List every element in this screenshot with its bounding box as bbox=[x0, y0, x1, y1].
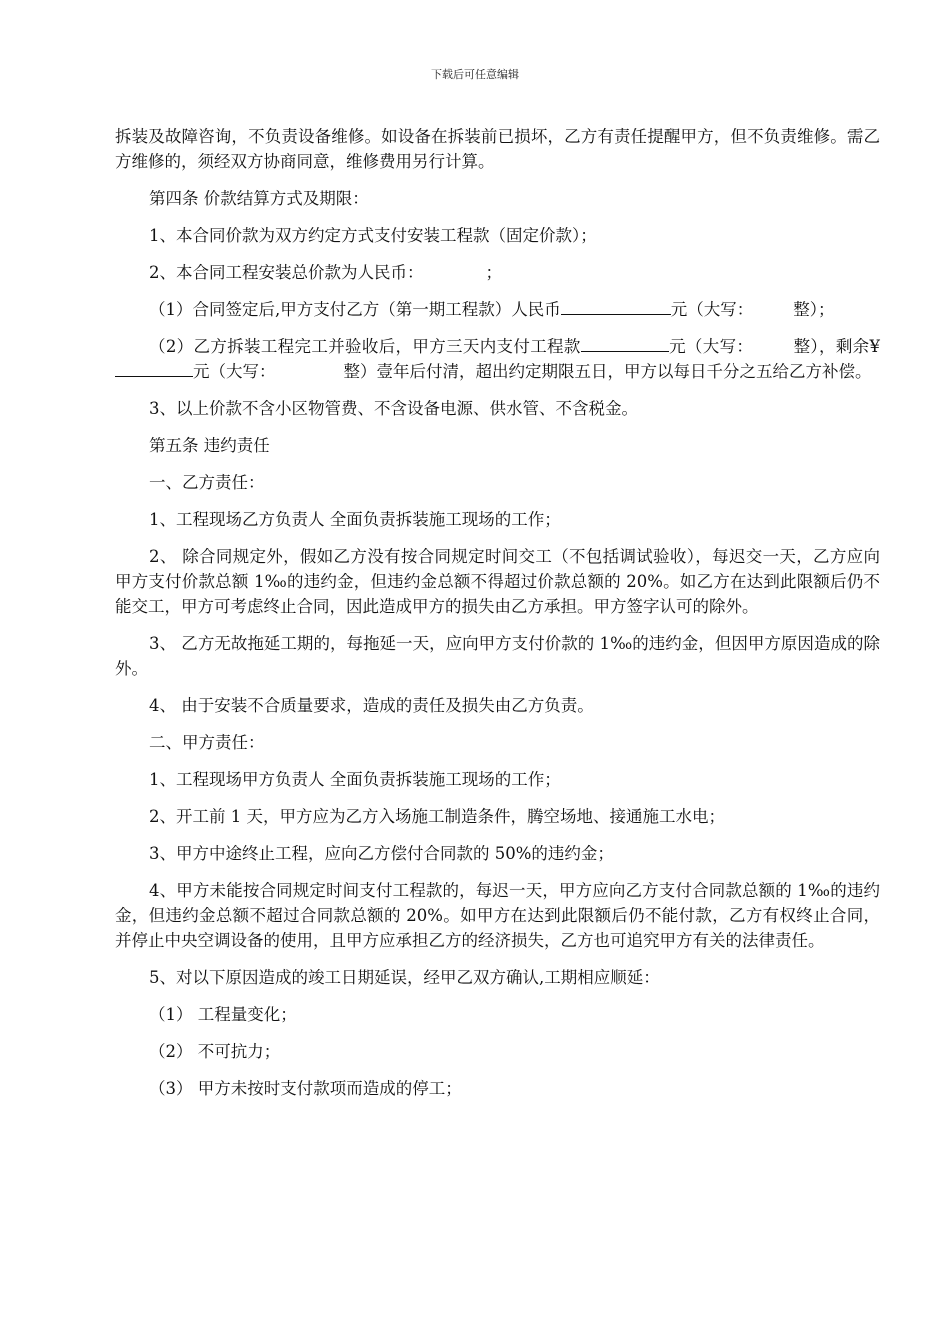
party-a-clause-2: 2、开工前 1 天，甲方应为乙方入场施工制造条件，腾空场地、接通施工水电； bbox=[149, 807, 725, 826]
party-b-heading: 一、乙方责任： bbox=[149, 473, 265, 492]
clause-4-2-text: 2、本合同工程安装总价款为人民币： bbox=[149, 263, 424, 282]
article-5-heading: 第五条 违约责任 bbox=[149, 436, 270, 455]
delay-reason-3: （3） 甲方未按时支付款项而造成的停工； bbox=[149, 1079, 462, 1098]
party-a-clause-1: 1、工程现场甲方负责人 全面负责拆装施工现场的工作； bbox=[149, 770, 561, 789]
clause-4-2-2-text: （2）乙方拆装工程完工并验收后，甲方三天内支付工程款 bbox=[149, 337, 581, 356]
clause-4-2-2-unit: 元（大写： bbox=[668, 337, 754, 356]
clause-4-2-end: ； bbox=[485, 263, 502, 282]
document-body bbox=[115, 124, 880, 1113]
party-a-clause-3: 3、甲方中途终止工程，应向乙方偿付合同款的 50%的违约金； bbox=[149, 844, 614, 863]
amount-blank-1[interactable] bbox=[561, 297, 671, 315]
amount-blank-2[interactable] bbox=[581, 334, 669, 352]
party-b-clause-4: 4、 由于安装不合质量要求，造成的责任及损失由乙方负责。 bbox=[149, 696, 594, 715]
clause-4-2-2 bbox=[115, 334, 880, 384]
article-4-heading: 第四条 价款结算方式及期限： bbox=[149, 189, 369, 208]
clause-4-2 bbox=[115, 260, 880, 285]
clause-4-2-1 bbox=[115, 297, 880, 322]
delay-reason-2: （2） 不可抗力； bbox=[149, 1042, 281, 1061]
party-b-clause-1: 1、工程现场乙方负责人 全面负责拆装施工现场的工作； bbox=[149, 510, 561, 529]
amount-blank-3[interactable] bbox=[115, 359, 193, 377]
delay-reason-1: （1） 工程量变化； bbox=[149, 1005, 297, 1024]
clause-4-2-1-text: （1）合同签定后,甲方支付乙方（第一期工程款）人民币 bbox=[149, 300, 561, 319]
clause-4-2-2-end: 整）壹年后付清，超出约定期限五日，甲方以每日千分之五给乙方补偿。 bbox=[343, 362, 872, 381]
party-a-clause-5: 5、对以下原因造成的竣工日期延误，经甲乙双方确认,工期相应顺延： bbox=[149, 968, 660, 987]
clause-4-1: 1、本合同价款为双方约定方式支付安装工程款（固定价款）； bbox=[149, 226, 597, 245]
header-note: 下载后可任意编辑 bbox=[431, 68, 519, 81]
clause-4-2-1-end: 整）； bbox=[793, 300, 835, 319]
party-b-clause-3: 3、 乙方无故拖延工期的，每拖延一天，应向甲方支付价款的 1‰的违约金，但因甲方原因造成的除外。 bbox=[115, 634, 880, 678]
party-a-heading: 二、甲方责任： bbox=[149, 733, 265, 752]
party-b-clause-2: 2、 除合同规定外，假如乙方没有按合同规定时间交工（不包括调试验收），每迟交一天，乙方应向甲方支付价款总额 1‰的违约金，但违约金总额不得超过价款总额的 20%。如乙方在达到此限额后仍不能交工，甲方可考虑终止合同，因此造成甲方的损失由乙方承担。甲方签字认可的除外。 bbox=[115, 547, 880, 616]
paragraph-continuation: 拆装及故障咨询，不负责设备维修。如设备在拆装前已损坏，乙方有责任提醒甲方，但不负责维修。需乙方维修的，须经双方协商同意，维修费用另行计算。 bbox=[115, 127, 880, 171]
clause-4-2-2-mid: 整），剩余 bbox=[793, 337, 870, 356]
yuan-sign: ¥ bbox=[869, 337, 881, 356]
party-a-clause-4: 4、甲方未能按合同规定时间支付工程款的，每迟一天，甲方应向乙方支付合同款总额的 1‰的违约金，但违约金总额不超过合同款总额的 20%。如甲方在达到此限额后仍不能付款，乙方有权终止合同，并停止中央空调设备的使用，且甲方应承担乙方的经济损失，乙方也可追究甲方有关的法律责任。 bbox=[115, 881, 880, 950]
clause-4-2-2-unit2: 元（大写： bbox=[193, 362, 276, 381]
clause-4-2-1-unit: 元（大写： bbox=[670, 300, 754, 319]
clause-4-3: 3、以上价款不含小区物管费、不含设备电源、供水管、不含税金。 bbox=[149, 399, 638, 418]
